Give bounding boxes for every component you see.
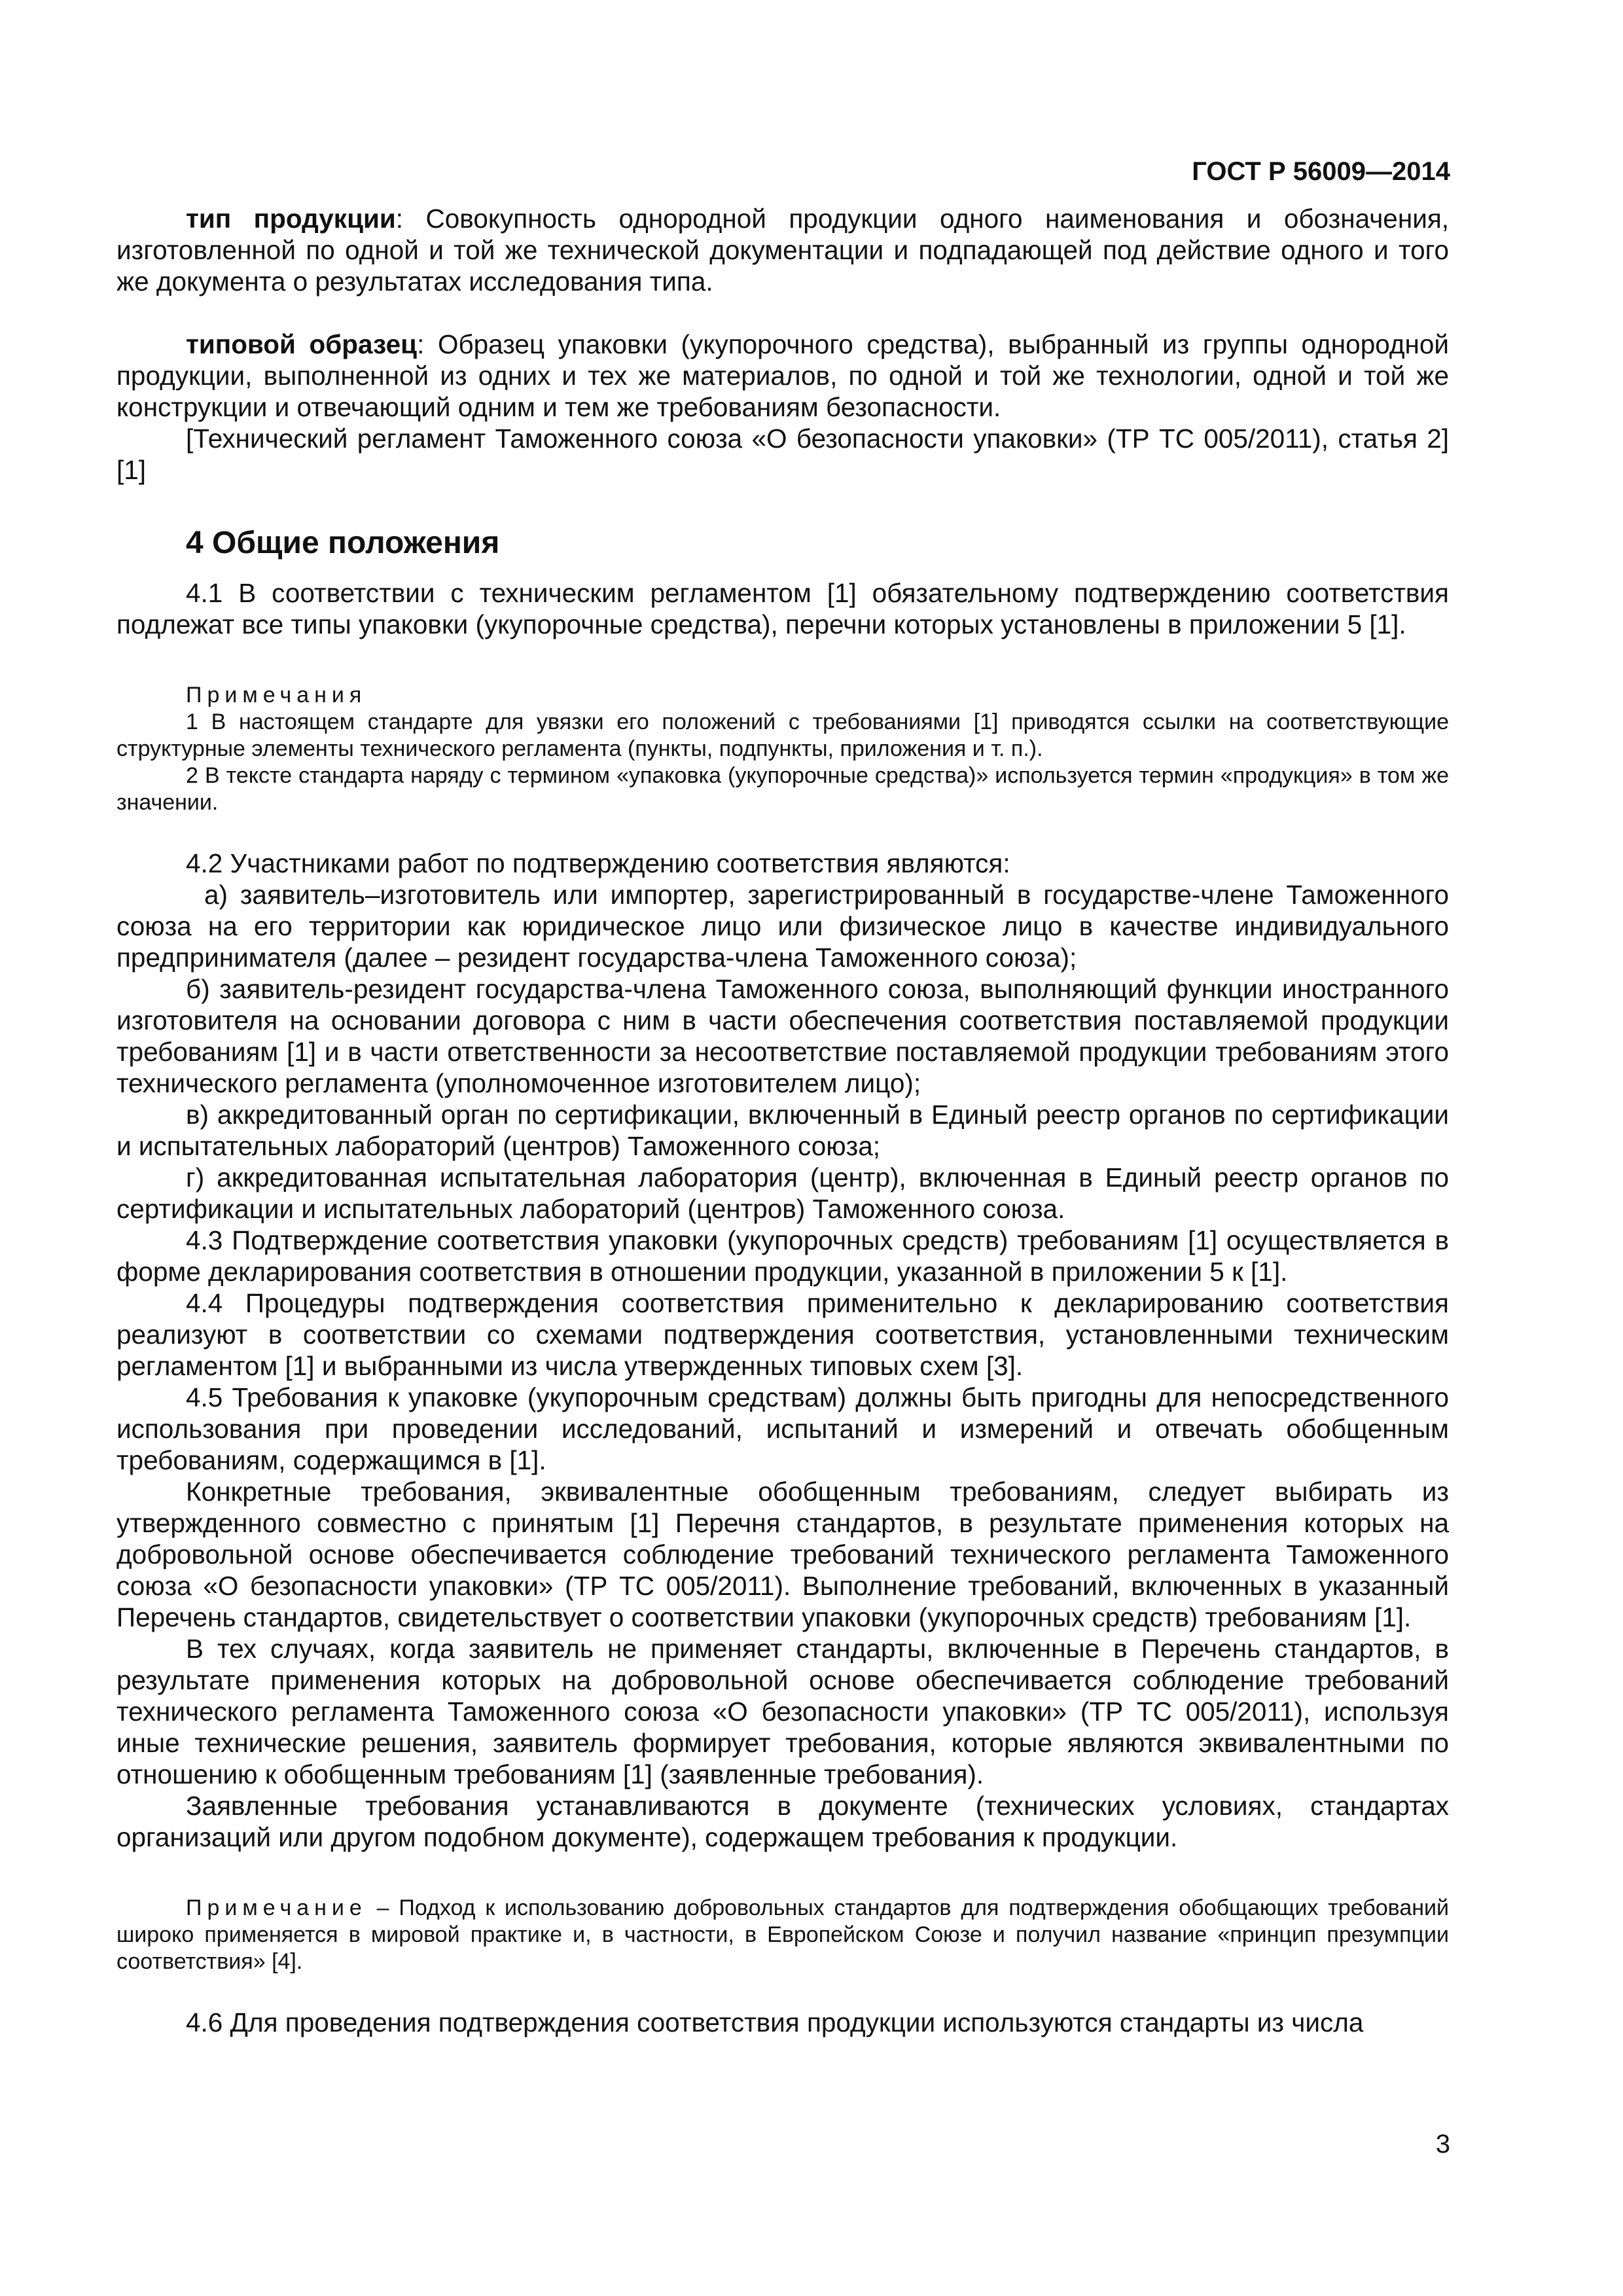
- clause-4-2-g: г) аккредитованная испытательная лаборатория (центр), включенная в Единый реестр органов по сертификации и испытательных лабораторий (центров) Таможенного союза.: [116, 1162, 1449, 1224]
- clause-4-2: 4.2 Участниками работ по подтверждению соответствия являются:: [186, 848, 1010, 878]
- note-2-label: Примечание: [186, 1895, 367, 1920]
- note-block-2: [116, 1895, 1449, 1975]
- clause-4-5-paragraph-2: Конкретные требования, эквивалентные обобщенным требованиям, следует выбирать из утвержденного совместно с принятым [1] Перечня стандартов, в результате применения которых на добровольной основе обеспечивается соблюдение требований технического регламента Таможенного союза «О безопасности упаковки» (ТР ТС 005/2011). Выполнение требований, включенных в указанный Перечень стандартов, свидетельствует о соответствии упаковки (укупорочных средств) требованиям [1].: [116, 1477, 1449, 1632]
- section-title: 4 Общие положения: [186, 526, 500, 560]
- clause-4-1: 4.1 В соответствии с техническим регламентом [1] обязательному подтверждению соответствия подлежат все типы упаковки (укупорочные средства), перечни которых установлены в приложении 5 [1].: [116, 578, 1449, 639]
- clause-4-2-b: б) заявитель-резидент государства-члена Таможенного союза, выполняющий функции иностранного изготовителя на основании договора с ним в части обеспечения соответствия поставляемой продукции требованиям [1] и в части ответственности за несоответствие поставляемой продукции требованиям этого технического регламента (уполномоченное изготовителем лицо);: [116, 974, 1449, 1098]
- page-number: 3: [1435, 2130, 1450, 2159]
- clause-4-5-paragraph-4: Заявленные требования устанавливаются в документе (технических условиях, стандартах организаций или другом подобном документе), содержащем требования к продукции.: [116, 1791, 1449, 1852]
- definition-product-type-text: : Совокупность однородной продукции одного наименования и обозначения, изготовленной по одной и той же технической документации и подпадающей под действие одного и того же документа о результатах исследования типа.: [116, 204, 1449, 296]
- note-2-text: – Подход к использованию добровольных стандартов для подтверждения обобщающих требований широко применяется в мировой практике и, в частности, в Европейском Союзе и получил название «принцип презумпции соответствия» [4].: [116, 1895, 1449, 1974]
- notes-block: [116, 682, 1449, 816]
- clause-4-5-paragraph-3: В тех случаях, когда заявитель не применяет стандарты, включенные в Перечень стандартов, в результате применения которых на добровольной основе обеспечивается соблюдение требований технического регламента Таможенного союза «О безопасности упаковки» (ТР ТС 005/2011), используя иные технические решения, заявитель формирует требования, которые являются эквивалентными по отношению к обобщенным требованиям [1] (заявленные требования).: [116, 1634, 1449, 1789]
- term-typical-sample: типовой образец: [186, 329, 418, 359]
- note-2: [116, 1895, 1449, 1975]
- note-item-2: 2 В тексте стандарта наряду с термином «упаковка (укупорочные средства)» используется термин «продукция» в том же значении.: [116, 763, 1449, 815]
- notes-heading: Примечания: [186, 683, 367, 708]
- definition-source-reference: [Технический регламент Таможенного союза «О безопасности упаковки» (ТР ТС 005/2011), статья 2] [1]: [116, 423, 1449, 485]
- definition-product-type: [116, 203, 1449, 297]
- document-body: [116, 203, 1449, 2038]
- clause-4-4: 4.4 Процедуры подтверждения соответствия применительно к декларированию соответствия реализуют в соответствии со схемами подтверждения соответствия, установленными техническим регламентом [1] и выбранными из числа утвержденных типовых схем [3].: [116, 1288, 1449, 1381]
- clause-4-3: 4.3 Подтверждение соответствия упаковки (укупорочных средств) требованиям [1] осуществляется в форме декларирования соответствия в отношении продукции, указанной в приложении 5 к [1].: [116, 1225, 1449, 1287]
- note-item-1: 1 В настоящем стандарте для увязки его положений с требованиями [1] приводятся ссылки на соответствующие структурные элементы технического регламента (пункты, подпункты, приложения и т. п.).: [116, 709, 1449, 761]
- document-code-header: ГОСТ Р 56009—2014: [1192, 157, 1450, 186]
- clause-4-6: 4.6 Для проведения подтверждения соответствия продукции используются стандарты из числа: [186, 2007, 1364, 2037]
- definition-typical-sample: [116, 329, 1449, 423]
- term-product-type: тип продукции: [186, 204, 396, 234]
- clause-4-5: 4.5 Требования к упаковке (укупорочным средствам) должны быть пригодны для непосредственного использования при проведении исследований, испытаний и измерений и отвечать обобщенным требованиям, содержащимся в [1].: [116, 1382, 1449, 1475]
- clause-4-2-a: а) заявитель–изготовитель или импортер, зарегистрированный в государстве-члене Таможенного союза на его территории как юридическое лицо или физическое лицо в качестве индивидуального предпринимателя (далее – резидент государства-члена Таможенного союза);: [116, 880, 1449, 973]
- clause-4-2-v: в) аккредитованный орган по сертификации, включенный в Единый реестр органов по сертификации и испытательных лабораторий (центров) Таможенного союза;: [116, 1100, 1449, 1161]
- definition-typical-sample-text: : Образец упаковки (укупорочного средства), выбранный из группы однородной продукции, выполненной из одних и тех же материалов, по одной и той же технологии, одной и той же конструкции и отвечающий одним и тем же требованиям безопасности.: [116, 329, 1449, 422]
